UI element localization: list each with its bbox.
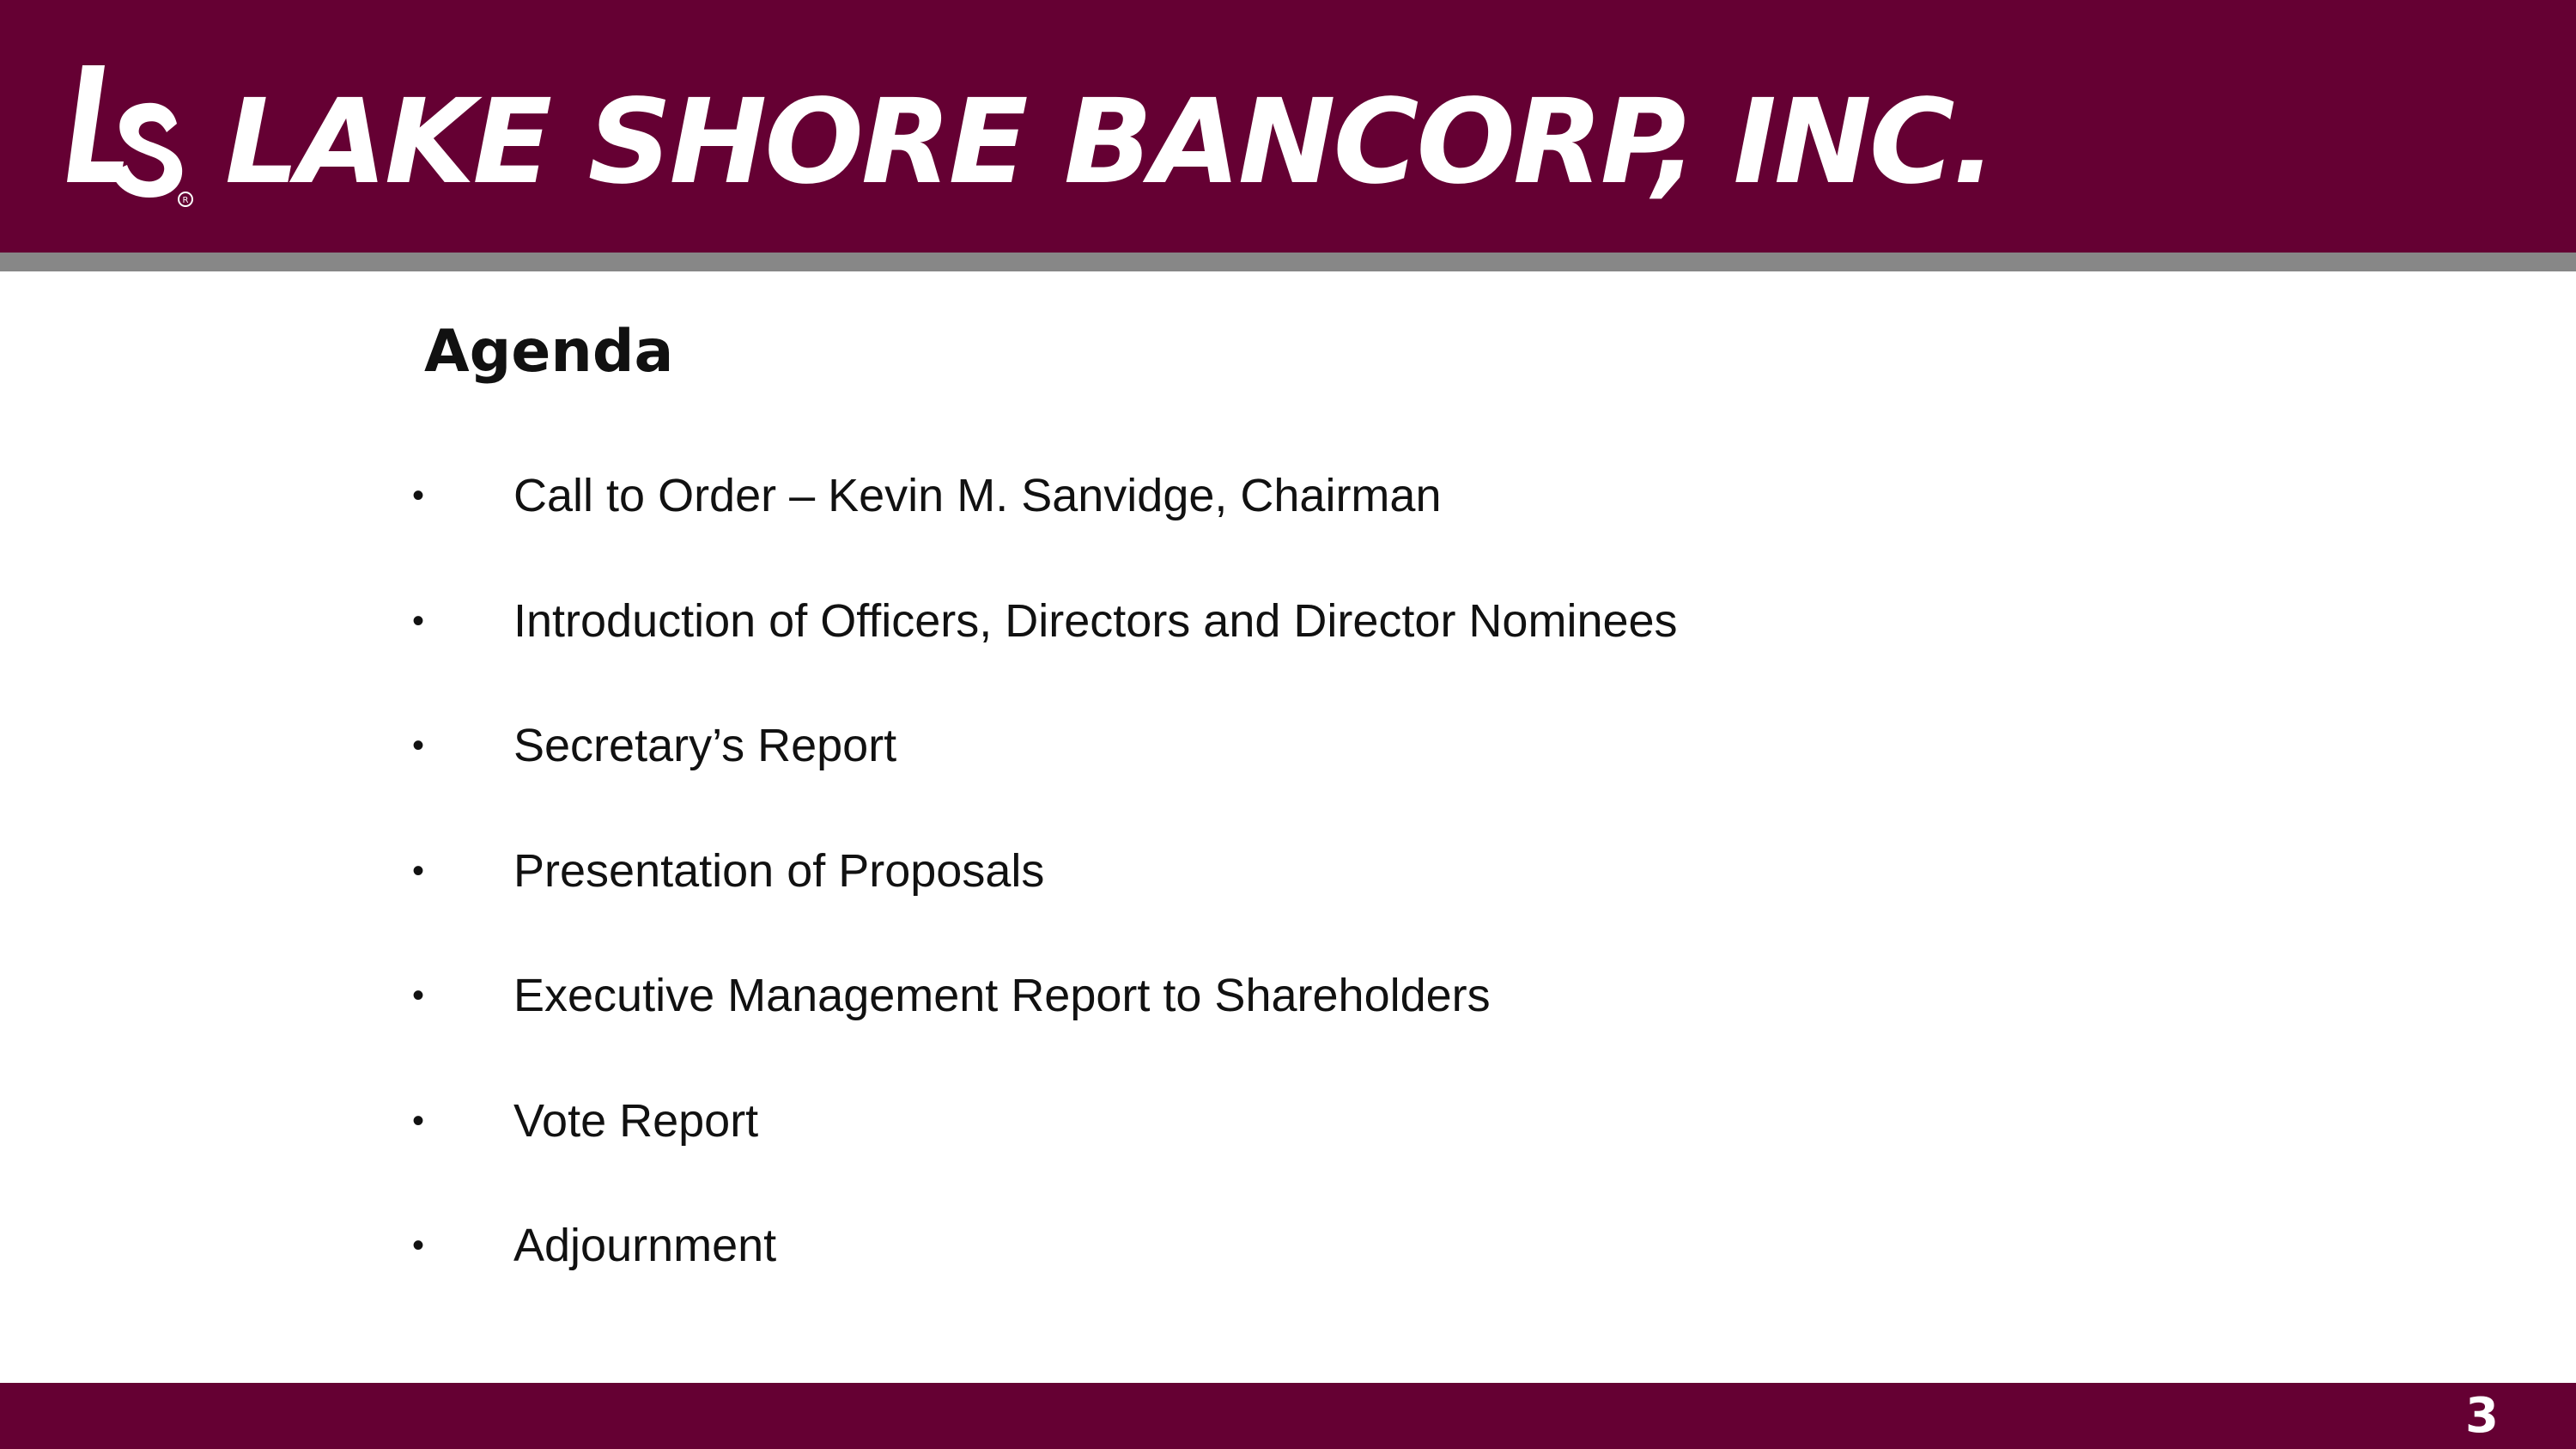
company-logo-icon <box>67 62 196 208</box>
agenda-item <box>412 711 2129 780</box>
header-divider-stripe <box>0 253 2576 271</box>
bullet-icon: • <box>412 477 425 514</box>
agenda-item <box>412 1087 2129 1155</box>
bullet-icon: • <box>412 977 425 1014</box>
agenda-item <box>412 837 2129 905</box>
bullet-icon: • <box>412 602 425 640</box>
svg-text:R: R <box>182 196 189 205</box>
agenda-item-text: Call to Order – Kevin M. Sanvidge, Chairman <box>513 470 1442 521</box>
agenda-item <box>412 461 2129 530</box>
bullet-icon: • <box>412 852 425 890</box>
agenda-item <box>412 961 2129 1030</box>
agenda-item <box>412 587 2129 655</box>
agenda-item-text: Executive Management Report to Shareholders <box>513 970 1491 1021</box>
agenda-item-text: Presentation of Proposals <box>513 845 1045 897</box>
bullet-icon: • <box>412 1227 425 1264</box>
company-name: LAKE SHORE BANCORP, INC. <box>225 75 1995 210</box>
agenda-item-text: Secretary’s Report <box>513 720 897 771</box>
footer-banner <box>0 1383 2576 1449</box>
agenda-item-text: Adjournment <box>513 1220 777 1271</box>
agenda-item <box>412 1211 2129 1280</box>
page-number: 3 <box>2465 1388 2499 1444</box>
bullet-icon: • <box>412 727 425 764</box>
agenda-item-text: Introduction of Officers, Directors and Director Nominees <box>513 595 1678 647</box>
agenda-item-text: Vote Report <box>513 1095 759 1147</box>
slide-title: Agenda <box>424 318 674 386</box>
bullet-icon: • <box>412 1102 425 1140</box>
